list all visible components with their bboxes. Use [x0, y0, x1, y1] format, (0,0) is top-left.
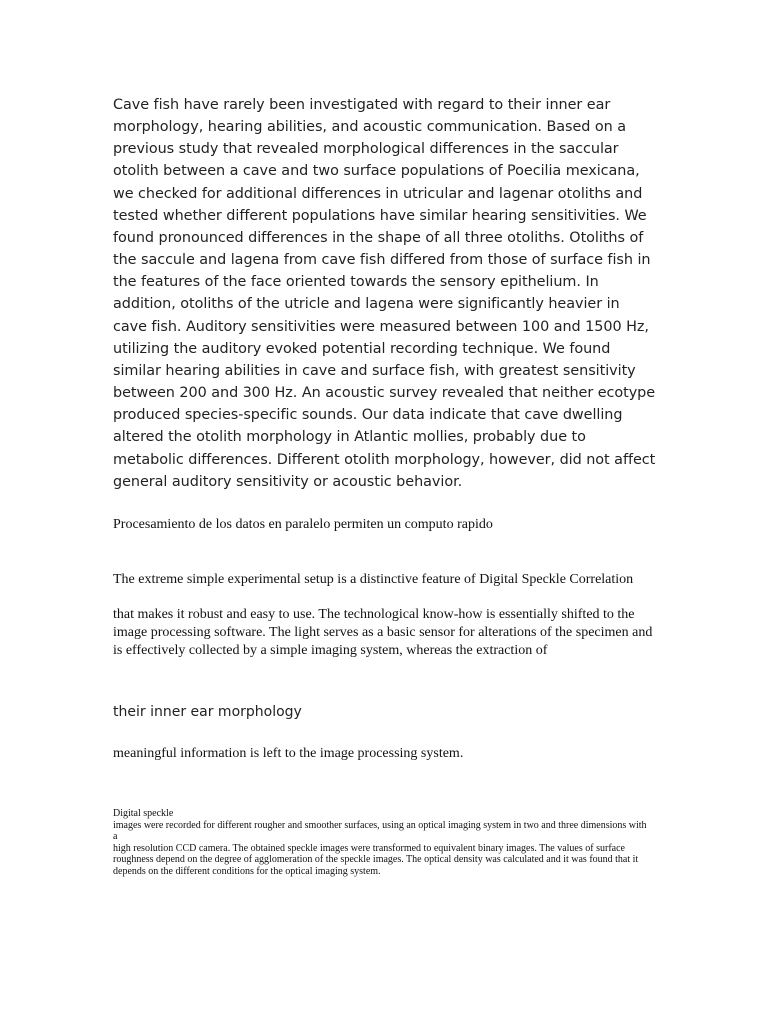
- small-text-line: images were recorded for different rougher and smoother surfaces, using an optical imaging system in two and three dimensions with a: [113, 819, 647, 842]
- small-text-line: Digital speckle: [113, 808, 174, 819]
- dsc-paragraph-first-line: The extreme simple experimental setup is a distinctive feature of Digital Speckle Correlation: [113, 572, 634, 587]
- meaningful-info-line: meaningful information is left to the image processing system.: [113, 746, 464, 761]
- speckle-small-text: [113, 808, 648, 877]
- abstract-paragraph: Cave fish have rarely been investigated with regard to their inner ear morphology, hearing abilities, and acoustic communication. Based on a previous study that revealed morphological differences in the saccular otolith between a cave and two surface populations of Poecilia mexicana, we checked for additional differences in utricular and lagenar otoliths and tested whether different populations have similar hearing sensitivities. We found pronounced differences in the shape of all three otoliths. Otoliths of the saccule and lagena from cave fish differed from those of surface fish in the features of the face oriented towards the sensory epithelium. In addition, otoliths of the utricle and lagena were significantly heavier in cave fish. Auditory sensitivities were measured between 100 and 1500 Hz, utilizing the auditory evoked potential recording technique. We found similar hearing abilities in cave and surface fish, with greatest sensitivity between 200 and 300 Hz. An acoustic survey revealed that neither ecotype produced species-specific sounds. Our data indicate that cave dwelling altered the otolith morphology in Atlantic mollies, probably due to metabolic differences. Different otolith morphology, however, did not affect general auditory sensitivity or acoustic behavior.: [113, 97, 656, 490]
- inner-ear-heading: their inner ear morphology: [113, 704, 302, 720]
- dsc-paragraph-body: that makes it robust and easy to use. The technological know-how is essentially shifted to the image processing software. The light serves as a basic sensor for alterations of the specimen and is effectively collected by a simple imaging system, whereas the extraction of: [113, 607, 653, 658]
- small-text-line: roughness depend on the degree of agglomeration of the speckle images. The optical density was calculated and it was found that it: [113, 854, 639, 865]
- small-text-line: high resolution CCD camera. The obtained speckle images were transformed to equivalent binary images. The values of surface: [113, 842, 625, 854]
- processing-heading: Procesamiento de los datos en paralelo permiten un computo rapido: [113, 517, 493, 532]
- small-text-line: depends on the different conditions for the optical imaging system.: [113, 865, 381, 877]
